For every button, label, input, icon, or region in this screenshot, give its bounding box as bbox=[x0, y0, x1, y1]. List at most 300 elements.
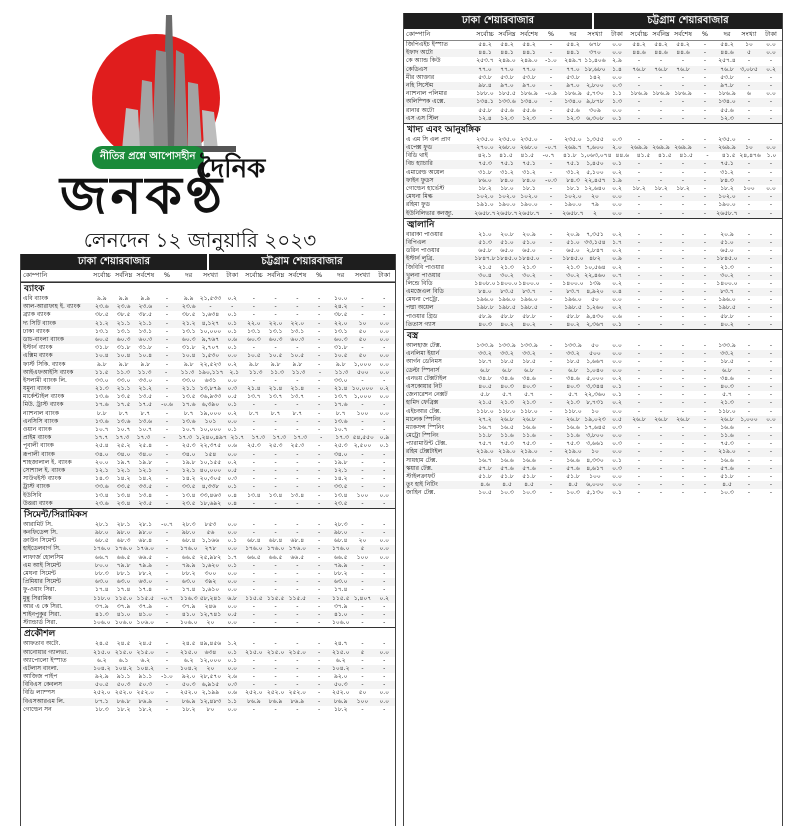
dse-value-header: টাকা bbox=[226, 271, 239, 279]
table-cell: ২২,৩৬০ bbox=[584, 391, 606, 399]
company-name: লাফার্জ হোলসিম bbox=[23, 553, 64, 561]
table-cell: - bbox=[747, 304, 751, 312]
table-cell: - bbox=[747, 57, 751, 65]
table-cell: ২১৯.০ bbox=[498, 448, 516, 456]
table-cell: - bbox=[383, 619, 386, 627]
table-cell: ২৬.৮ bbox=[522, 415, 536, 423]
table-cell: ২২.০ bbox=[333, 319, 348, 327]
table-cell: - bbox=[252, 673, 255, 681]
table-cell: ৩৬,৯৩৩ bbox=[199, 393, 222, 401]
table-cell: - bbox=[747, 271, 751, 279]
table-cell: - bbox=[383, 426, 386, 433]
table-cell: ০.০ bbox=[379, 352, 390, 360]
table-cell: - bbox=[747, 209, 751, 217]
table-cell: ২১.১ bbox=[116, 319, 131, 327]
table-cell: - bbox=[296, 483, 299, 491]
table-cell: ১৩৩.৯ bbox=[564, 342, 582, 349]
table-cell: ৮৪.০ bbox=[500, 176, 514, 184]
table-row bbox=[21, 451, 395, 459]
table-cell: ১৭.৩ bbox=[293, 434, 307, 442]
table-cell: - bbox=[317, 376, 321, 384]
table-cell: - bbox=[659, 106, 663, 114]
table-row bbox=[404, 66, 782, 74]
table-cell: ২৫২.০ bbox=[179, 689, 198, 697]
table-cell: ২০ bbox=[206, 619, 215, 627]
company-name: এনভয় টেক্সটাইল bbox=[406, 374, 447, 382]
table-cell: ৩৩.২ bbox=[720, 350, 734, 358]
table-cell: ৭৬.৮ bbox=[676, 65, 690, 73]
table-cell: ২০ bbox=[591, 193, 599, 201]
table-cell: ২৫.৩ bbox=[333, 442, 348, 450]
table-cell: ১৯০.০ bbox=[498, 201, 516, 209]
company-name: ক্রাউন সিমেন্ট bbox=[23, 537, 57, 545]
table-cell: - bbox=[637, 489, 641, 497]
table-cell: ৮৪.০ bbox=[522, 176, 536, 184]
table-cell: - bbox=[252, 705, 255, 713]
table-cell: ৫০ bbox=[591, 296, 599, 304]
table-cell: - bbox=[165, 450, 169, 458]
table-cell: ৯,৮৭৮ bbox=[586, 98, 604, 106]
table-cell: ৩৩,১৫৪ bbox=[584, 238, 606, 246]
table-cell: - bbox=[659, 176, 663, 184]
table-cell: - bbox=[317, 393, 321, 401]
table-row bbox=[21, 554, 395, 562]
company-name: মার্কেন্টাইল ব্যাংক bbox=[23, 393, 65, 401]
table-cell: ৯১.১ bbox=[116, 673, 131, 681]
table-cell: - bbox=[165, 475, 169, 483]
table-cell: - bbox=[747, 193, 751, 201]
table-cell: ১৩.৭ bbox=[290, 393, 305, 401]
table-cell: ২০.৯ bbox=[720, 230, 734, 238]
table-cell: ৮৫৩ bbox=[204, 520, 217, 528]
table-cell: - bbox=[703, 65, 707, 73]
table-cell: - bbox=[296, 520, 299, 528]
table-cell: ৭৯ bbox=[591, 201, 599, 209]
table-cell: - bbox=[274, 673, 277, 681]
table-cell: ২,৮৪৭ bbox=[586, 247, 604, 255]
table-cell: - bbox=[681, 391, 685, 399]
table-cell: - bbox=[252, 483, 255, 491]
table-cell: - bbox=[165, 537, 169, 545]
table-cell: ৫.৭ bbox=[568, 391, 578, 399]
company-name: প্রাইম ব্যাংক bbox=[23, 434, 52, 442]
table-cell: ৬৬.৫ bbox=[116, 553, 131, 561]
table-row bbox=[21, 649, 395, 657]
table-cell: ৬০.৩ bbox=[247, 335, 261, 343]
table-cell: ১১.৩ bbox=[137, 368, 152, 376]
table-cell: ৩৩.৫ bbox=[181, 483, 196, 491]
table-cell: - bbox=[320, 434, 323, 442]
table-cell: ১,০৬৩,০৭৪ bbox=[580, 152, 612, 160]
company-name: হাইডেলবার্গ সি. bbox=[23, 545, 61, 553]
table-cell: ৫৬ bbox=[206, 529, 215, 537]
table-cell: - bbox=[318, 368, 322, 376]
table-cell: ১০.৭ bbox=[95, 426, 109, 433]
table-cell: - bbox=[317, 545, 321, 553]
table-cell: - bbox=[317, 578, 321, 586]
table-cell: ৫১.৩ bbox=[478, 238, 492, 246]
table-cell: ১৮.২ bbox=[632, 185, 646, 192]
table-cell: ৮৮.১ bbox=[116, 570, 131, 577]
table-cell: ৩,৮০০ bbox=[586, 432, 604, 440]
table-cell: ২৪,৪৭৬ bbox=[739, 152, 761, 160]
table-cell: ৩৪.০ bbox=[181, 450, 196, 458]
table-cell: ৮৮.২ bbox=[333, 570, 348, 577]
table-cell: - bbox=[361, 376, 364, 384]
table-row bbox=[21, 336, 395, 344]
table-cell: - bbox=[274, 499, 277, 507]
table-cell: ১৪০৮.০ bbox=[474, 279, 496, 287]
table-cell: - bbox=[549, 168, 553, 176]
table-cell: ৮৬.৯ bbox=[181, 697, 196, 705]
table-cell: ১৯৮.৫ bbox=[718, 304, 736, 312]
table-cell: ২৫.৪ bbox=[138, 442, 153, 450]
company-name: কেডিএস bbox=[406, 65, 428, 73]
company-name: ন্যাশনাল পলিমার bbox=[406, 90, 447, 98]
table-cell: - bbox=[549, 41, 553, 48]
table-cell: ০.৯ bbox=[612, 255, 622, 263]
table-cell: ৯৮.০ bbox=[138, 529, 153, 537]
table-cell: - bbox=[549, 407, 553, 415]
table-cell: - bbox=[383, 570, 386, 577]
table-row bbox=[21, 586, 395, 594]
table-cell: ১৭৬.০ bbox=[93, 545, 111, 553]
table-cell: ১০০ bbox=[356, 697, 369, 705]
table-cell: - bbox=[659, 432, 663, 440]
company-name: রূপালী ব্যাংক bbox=[23, 450, 55, 458]
table-cell: ৩৮.৫ bbox=[116, 311, 131, 319]
table-cell: - bbox=[165, 376, 169, 384]
table-cell: ০.৪ bbox=[612, 288, 622, 296]
table-cell: ৫০০ bbox=[356, 368, 369, 376]
table-cell: - bbox=[163, 434, 166, 442]
table-cell: - bbox=[703, 57, 707, 65]
table-cell: ১১.৩ bbox=[116, 368, 130, 376]
table-cell: ১৮.৫ bbox=[500, 358, 514, 366]
company-name: আরামিট সি. bbox=[23, 520, 53, 528]
table-cell: ৮,৭৩১ bbox=[586, 399, 604, 407]
table-cell: ১৯.৭ bbox=[116, 458, 131, 466]
table-cell: - bbox=[252, 529, 255, 537]
dhaka-exchange-title: ঢাকা শেয়ারবাজার bbox=[404, 13, 592, 29]
table-cell: ১৬.৬ bbox=[566, 456, 580, 464]
table-cell: ০.০ bbox=[227, 417, 238, 425]
table-cell: - bbox=[703, 168, 707, 176]
table-cell: ১১৮.০ bbox=[718, 407, 736, 415]
table-cell: - bbox=[317, 385, 321, 393]
table-cell: ১৭.৪ bbox=[333, 586, 348, 594]
table-cell: ১৩.৪ bbox=[116, 491, 131, 499]
table-cell: - bbox=[769, 473, 773, 480]
table-cell: - bbox=[637, 399, 641, 407]
table-cell: ৩৮.৫ bbox=[333, 311, 348, 319]
table-cell: - bbox=[252, 561, 255, 569]
table-cell: - bbox=[383, 483, 386, 491]
sector-heading: প্রকৌশল bbox=[21, 627, 395, 640]
table-cell: ৩৪.৬ bbox=[720, 374, 734, 382]
table-row bbox=[404, 465, 782, 473]
table-cell: - bbox=[703, 49, 707, 57]
table-cell: - bbox=[703, 391, 707, 399]
company-name: তিতাস গ্যাস bbox=[406, 320, 436, 328]
table-cell: ১৮৪৫.০ bbox=[496, 255, 518, 263]
company-name: ফু-ওয়াং সিরা. bbox=[23, 586, 57, 594]
table-cell: - bbox=[659, 57, 663, 65]
table-cell: ১৮.১ bbox=[566, 185, 580, 192]
table-cell: ১৮.৫ bbox=[522, 358, 536, 366]
table-cell: - bbox=[703, 423, 707, 431]
company-name: মীর আক্তার bbox=[406, 73, 435, 81]
table-cell: - bbox=[747, 464, 751, 472]
table-cell: - bbox=[383, 681, 386, 689]
table-cell: - bbox=[317, 529, 321, 537]
table-cell: ১০.৫ bbox=[478, 489, 492, 497]
table-cell: - bbox=[659, 209, 663, 217]
table-cell: ৩১.২ bbox=[522, 168, 536, 176]
table-cell: - bbox=[549, 374, 553, 382]
table-cell: ৫.৭ bbox=[502, 391, 512, 399]
table-cell: ৩৩.০ bbox=[116, 376, 131, 384]
table-cell: - bbox=[703, 399, 707, 407]
table-cell: ৫৪.২ bbox=[500, 41, 514, 48]
table-cell: - bbox=[703, 176, 707, 184]
table-cell: ৭৫.১ bbox=[500, 160, 514, 168]
table-cell: ১০.৫ bbox=[333, 352, 348, 360]
table-cell: ৮.৭ bbox=[335, 409, 346, 417]
table-cell: - bbox=[549, 366, 553, 374]
table-cell: - bbox=[659, 382, 663, 390]
table-cell: ২৫৭.৪ bbox=[718, 57, 736, 65]
sector-heading: সিমেন্ট/সিরামিকস bbox=[21, 508, 395, 521]
table-cell: ৪১.০ bbox=[116, 610, 131, 618]
table-cell: ১০০ bbox=[743, 185, 755, 192]
table-cell: - bbox=[361, 311, 364, 319]
table-cell: - bbox=[637, 160, 641, 168]
cse-value-header: টাকা bbox=[765, 30, 777, 38]
table-cell: - bbox=[383, 417, 386, 425]
table-row bbox=[404, 169, 782, 177]
table-cell: ৩১.৮ bbox=[478, 168, 492, 176]
table-cell: - bbox=[361, 466, 364, 474]
table-cell: ১০.৩ bbox=[500, 489, 514, 497]
table-row bbox=[21, 434, 395, 442]
table-cell: ৩১.২ bbox=[500, 168, 514, 176]
table-cell: - bbox=[637, 407, 641, 415]
table-cell: ১.৩ bbox=[612, 98, 622, 106]
table-cell: ১,৬৬৭ bbox=[586, 358, 604, 366]
table-row bbox=[21, 377, 395, 385]
table-cell: ৯৭.৮ bbox=[720, 81, 734, 89]
table-cell: -০.৩ bbox=[545, 176, 557, 184]
dhaka-exchange-title: ঢাকা শেয়ারবাজার bbox=[21, 254, 207, 270]
table-cell: ১৬.৬ bbox=[566, 423, 580, 431]
table-cell: ৯.৮ bbox=[97, 360, 107, 368]
table-cell: ০.৩ bbox=[612, 464, 622, 472]
table-cell: ১৯০.০ bbox=[520, 201, 538, 209]
table-cell: ২৮.৩ bbox=[333, 520, 348, 528]
table-cell: - bbox=[681, 296, 685, 304]
table-cell: ২৫২.০ bbox=[93, 689, 111, 697]
table-cell: ০.০ bbox=[612, 432, 622, 440]
table-cell: ০.০ bbox=[612, 342, 622, 349]
company-name: স্কয়ার টেক্স. bbox=[406, 464, 433, 472]
table-cell: - bbox=[769, 350, 773, 358]
table-cell: ০.০ bbox=[227, 450, 238, 458]
table-cell: ৭৯.৯ bbox=[333, 561, 348, 569]
table-cell: ০.০ bbox=[612, 448, 622, 456]
table-cell: ৩৩.০ bbox=[333, 376, 348, 384]
table-cell: - bbox=[165, 648, 169, 656]
table-cell: ৮৬.৮ bbox=[116, 697, 131, 705]
table-cell: ৫০.৩ bbox=[333, 681, 348, 689]
table-cell: - bbox=[317, 458, 321, 466]
table-cell: ১৮৬.৯ bbox=[718, 90, 736, 98]
table-cell: ৬৮.৪ bbox=[247, 537, 261, 545]
table-cell: ২৩.৬ bbox=[138, 303, 153, 311]
table-cell: - bbox=[361, 561, 364, 569]
table-row bbox=[21, 328, 395, 336]
table-cell: ৭৬.৮ bbox=[654, 65, 668, 73]
table-row bbox=[21, 344, 395, 352]
table-cell: ১৮৬.৯ bbox=[564, 90, 582, 98]
table-row bbox=[404, 288, 782, 296]
table-cell: ১৩.৭ bbox=[333, 393, 348, 401]
dse-value-header: টাকা bbox=[611, 30, 623, 38]
table-cell: -০.৬ bbox=[161, 401, 173, 409]
table-cell: ০.০ bbox=[227, 570, 238, 577]
table-cell: ৩৮.৫ bbox=[138, 311, 153, 319]
table-cell: - bbox=[165, 483, 169, 491]
table-cell: - bbox=[769, 342, 773, 349]
table-cell: - bbox=[747, 407, 751, 415]
table-cell: - bbox=[274, 401, 277, 409]
table-cell: - bbox=[361, 426, 364, 433]
table-cell: ৩৩.০ bbox=[138, 376, 153, 384]
table-cell: ৫৮.৮ bbox=[566, 312, 580, 320]
table-cell: ১৯৬.০ bbox=[718, 296, 736, 304]
table-cell: - bbox=[747, 312, 751, 320]
table-cell: -০.৭ bbox=[161, 520, 173, 528]
table-cell: ৫৩.৮ bbox=[566, 73, 580, 81]
table-cell: ৩৩.২ bbox=[478, 350, 492, 358]
table-cell: ১২,৭৪১ bbox=[199, 610, 222, 618]
company-name: এবি ব্যাংক bbox=[23, 295, 49, 302]
table-cell: - bbox=[681, 374, 685, 382]
table-cell: ১২.১ bbox=[333, 466, 348, 474]
table-cell: - bbox=[659, 98, 663, 106]
table-cell: ১৭.৪ bbox=[116, 586, 131, 594]
table-cell: - bbox=[681, 114, 685, 122]
table-cell: - bbox=[165, 610, 169, 618]
table-row bbox=[21, 459, 395, 467]
table-cell: ১৩.১ bbox=[116, 327, 131, 335]
table-cell: ১৩৪.১ bbox=[476, 98, 494, 106]
table-cell: - bbox=[637, 382, 641, 390]
table-cell: ২৪.৫ bbox=[138, 640, 153, 648]
table-cell: ২৬.৮ bbox=[654, 415, 668, 423]
table-cell: ১০০ bbox=[356, 553, 369, 561]
cse-value-header: টাকা bbox=[378, 271, 391, 279]
table-cell: ৯.৮ bbox=[335, 360, 346, 368]
table-cell: ১৩৪.০ bbox=[520, 98, 538, 106]
company-name: এমজেএল বিডি bbox=[406, 288, 444, 296]
table-cell: ৬০.৩ bbox=[268, 335, 283, 343]
table-cell: - bbox=[703, 448, 707, 456]
company-name: ওয়ান ব্যাংক bbox=[23, 426, 52, 433]
table-cell: - bbox=[296, 475, 299, 483]
table-cell: - bbox=[637, 114, 641, 122]
table-cell: - bbox=[165, 409, 169, 417]
table-cell: - bbox=[681, 135, 685, 143]
table-row bbox=[404, 201, 782, 209]
table-cell: - bbox=[361, 483, 364, 491]
table-cell: ০.১ bbox=[227, 426, 238, 433]
table-cell: - bbox=[361, 458, 364, 466]
table-cell: ১.০ bbox=[766, 152, 777, 160]
table-cell: - bbox=[165, 553, 169, 561]
table-cell: - bbox=[317, 442, 321, 450]
table-cell: ৩৩.২ bbox=[500, 350, 514, 358]
table-cell: ৬.৮ bbox=[227, 594, 238, 602]
table-cell: - bbox=[317, 491, 321, 499]
table-cell: ৪৪.৬ bbox=[676, 49, 690, 57]
table-cell: - bbox=[549, 135, 553, 143]
table-cell: ১৪.২ bbox=[181, 475, 196, 483]
table-cell: - bbox=[703, 304, 707, 312]
table-cell: ২৬.৮ bbox=[632, 415, 646, 423]
table-cell: ৪,১২৭ bbox=[201, 319, 220, 327]
table-cell: ৩৩.২ bbox=[522, 350, 536, 358]
table-cell: ০.২ bbox=[612, 263, 622, 271]
tagline: নীতির প্রশ্নে আপোসহীন bbox=[92, 146, 204, 169]
table-cell: ১৩.১ bbox=[268, 327, 283, 335]
table-cell: ৩৩.০ bbox=[181, 376, 196, 384]
table-cell: - bbox=[747, 114, 751, 122]
table-cell: ২০.৯ bbox=[522, 230, 536, 238]
table-cell: - bbox=[769, 432, 773, 440]
table-cell: - bbox=[296, 458, 299, 466]
table-cell: ৬০.৩ bbox=[116, 335, 131, 343]
table-cell: ২৩.৫ bbox=[181, 499, 196, 507]
table-cell: - bbox=[165, 545, 169, 553]
table-cell: - bbox=[317, 426, 321, 433]
table-cell: ১৯,০০০ bbox=[199, 409, 222, 417]
table-cell: - bbox=[549, 193, 553, 201]
table-cell: - bbox=[549, 160, 553, 168]
table-cell: ০.০ bbox=[766, 144, 776, 152]
table-cell: ২১৫.০ bbox=[136, 648, 155, 656]
company-name: ট্রাস্ট ব্যাংক bbox=[23, 483, 50, 491]
table-cell: ৭৯.৮ bbox=[116, 561, 131, 569]
table-cell: - bbox=[317, 673, 321, 681]
table-cell: ২৬৫৮.৭ bbox=[474, 209, 496, 217]
table-cell: ২,৮০০ bbox=[586, 81, 604, 89]
table-cell: ১৮৬.৯ bbox=[520, 90, 538, 98]
table-row bbox=[404, 144, 782, 152]
table-cell: ০.০ bbox=[379, 319, 390, 327]
table-cell: ৬৩.০ bbox=[116, 578, 131, 586]
table-cell: ৫৫.৬ bbox=[566, 106, 580, 114]
table-cell: - bbox=[317, 475, 321, 483]
table-row bbox=[21, 657, 395, 665]
table-cell: ৪.৫ bbox=[722, 481, 732, 489]
table-cell: ৯৭.০ bbox=[566, 81, 580, 89]
table-cell: - bbox=[165, 656, 169, 664]
table-cell: -০.৯ bbox=[545, 90, 557, 98]
table-cell: ০.২ bbox=[612, 399, 622, 407]
table-cell: ১৩৩.৯ bbox=[718, 342, 736, 349]
table-cell: - bbox=[769, 238, 773, 246]
